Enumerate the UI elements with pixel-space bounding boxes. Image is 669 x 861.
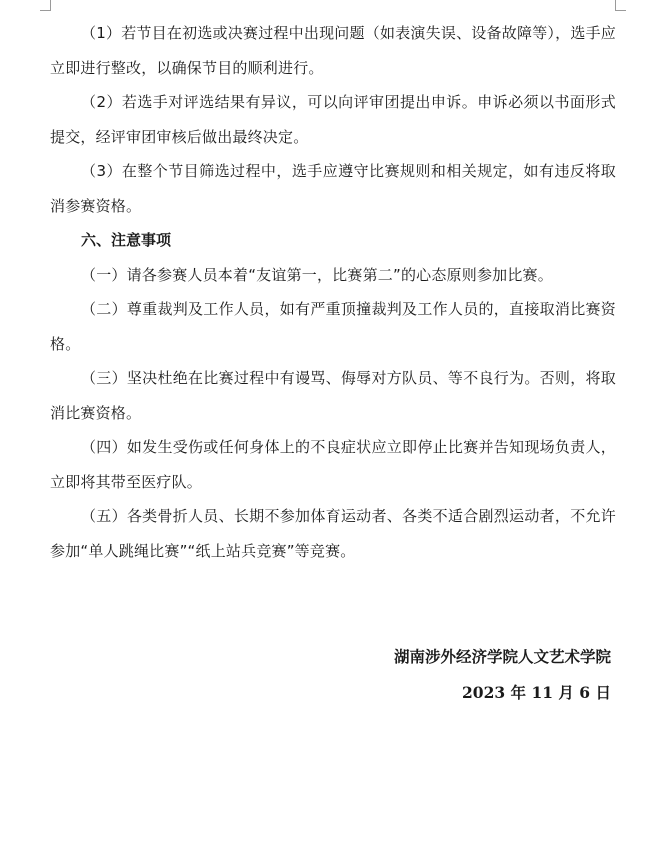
signature-date: 2023 年 11 月 6 日: [462, 683, 611, 702]
note-item-4: （四）如发生受伤或任何身体上的不良症状应立即停止比赛并告知现场负责人，立即将其带至医疗队。: [50, 438, 616, 491]
margin-corner-mark-left: [40, 0, 51, 11]
note-item-1: （一）请各参赛人员本着“友谊第一，比赛第二”的心态原则参加比赛。: [81, 265, 553, 284]
paragraph-rule-3: （3）在整个节目筛选过程中，选手应遵守比赛规则和相关规定，如有违反将取消参赛资格。: [50, 162, 616, 215]
signature-organization: 湖南涉外经济学院人文艺术学院: [393, 647, 611, 666]
paragraph-rule-1: （1）若节目在初选或决赛过程中出现问题（如表演失误、设备故障等），选手应立即进行整改，以确保节目的顺利进行。: [50, 24, 616, 77]
margin-corner-mark-right: [615, 0, 626, 11]
paragraph-rule-2: （2）若选手对评选结果有异议，可以向评审团提出申诉。申诉必须以书面形式提交，经评审团审核后做出最终决定。: [50, 93, 616, 146]
note-item-2: （二）尊重裁判及工作人员，如有严重顶撞裁判及工作人员的，直接取消比赛资格。: [50, 300, 616, 353]
document-body: [50, 16, 616, 568]
note-item-5: （五）各类骨折人员、长期不参加体育运动者、各类不适合剧烈运动者，不允许参加“单人跳绳比赛”“纸上站兵竞赛”等竞赛。: [50, 507, 616, 560]
note-item-3: （三）坚决杜绝在比赛过程中有谩骂、侮辱对方队员、等不良行为。否则，将取消比赛资格。: [50, 369, 616, 422]
section-heading: 六、注意事项: [81, 231, 172, 249]
